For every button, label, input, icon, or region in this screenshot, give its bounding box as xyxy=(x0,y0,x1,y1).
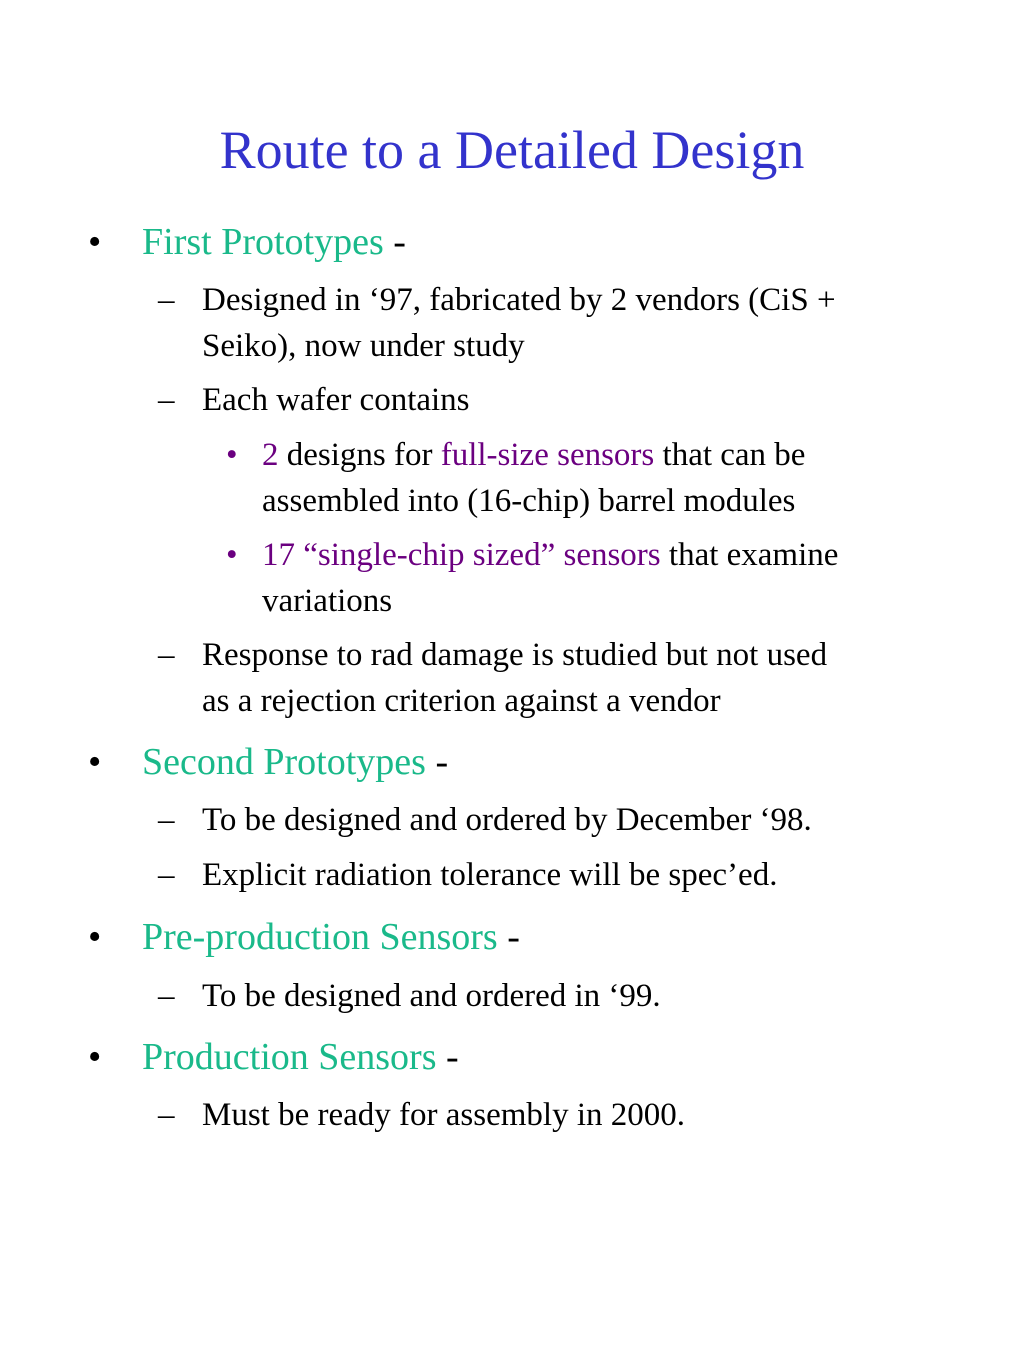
dash-marker: – xyxy=(158,637,175,673)
bullet-marker: • xyxy=(226,437,238,473)
dash-marker: – xyxy=(158,1097,175,1133)
sub-sub-item-text: that can be xyxy=(654,437,806,473)
sub-item-line: Designed in ‘97, fabricated by 2 vendors (CiS + xyxy=(202,282,836,318)
section-heading: Second Prototypes xyxy=(142,741,426,783)
bullet-marker: • xyxy=(226,537,238,573)
section-heading: Pre-production Sensors xyxy=(142,916,498,958)
sub-item-line: Explicit radiation tolerance will be spec’ed. xyxy=(202,857,778,893)
sub-item-line: as a rejection criterion against a vendor xyxy=(202,683,721,719)
sub-sub-item-line: assembled into (16-chip) barrel modules xyxy=(262,483,796,519)
sub-item-line: To be designed and ordered by December ‘98. xyxy=(202,802,812,838)
sub-sub-item-text: designs for xyxy=(278,437,441,473)
sub-item-line: To be designed and ordered in ‘99. xyxy=(202,978,661,1014)
heading-suffix: - xyxy=(497,916,520,958)
dash-marker: – xyxy=(158,978,175,1014)
dash-marker: – xyxy=(158,802,175,838)
heading-suffix: - xyxy=(436,1036,459,1078)
bullet-marker: • xyxy=(88,741,102,783)
highlight-text: full-size sensors xyxy=(440,437,655,473)
section-heading: First Prototypes xyxy=(142,221,384,263)
sub-item-line: Seiko), now under study xyxy=(202,328,525,364)
bullet-marker: • xyxy=(88,221,102,263)
highlight-text: 17 “single-chip sized” sensors xyxy=(262,537,661,573)
sub-sub-item-line: variations xyxy=(262,583,393,619)
sub-sub-item-text: that examine xyxy=(660,537,839,573)
highlight-number: 2 xyxy=(262,437,279,473)
sub-item-line: Each wafer contains xyxy=(202,382,470,418)
dash-marker: – xyxy=(158,382,175,418)
bullet-marker: • xyxy=(88,1036,102,1078)
sub-item-line: Must be ready for assembly in 2000. xyxy=(202,1097,685,1133)
heading-suffix: - xyxy=(383,221,406,263)
slide-title: Route to a Detailed Design xyxy=(219,120,805,180)
section-heading: Production Sensors xyxy=(142,1036,437,1078)
dash-marker: – xyxy=(158,857,175,893)
sub-item-line: Response to rad damage is studied but not used xyxy=(202,637,828,673)
bullet-marker: • xyxy=(88,916,102,958)
dash-marker: – xyxy=(158,282,175,318)
heading-suffix: - xyxy=(425,741,449,783)
